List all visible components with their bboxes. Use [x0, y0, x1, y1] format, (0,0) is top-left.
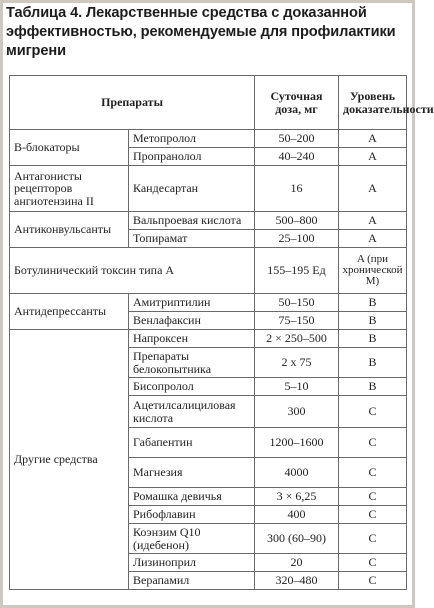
- group-cell: Антиконвульсанты: [10, 212, 129, 248]
- level-cell: A: [339, 212, 407, 230]
- dose-cell: 300: [255, 396, 339, 428]
- dose-cell: 75–150: [255, 312, 339, 330]
- dose-cell: 5–10: [255, 378, 339, 396]
- drug-table: [9, 75, 434, 590]
- dose-cell: 4000: [255, 458, 339, 488]
- drug-cell: Лизиноприл: [129, 554, 255, 572]
- dose-cell: 2 × 250–500: [255, 330, 339, 348]
- dose-cell: 320–480: [255, 572, 339, 590]
- level-cell: B: [339, 330, 407, 348]
- table-row: [10, 166, 407, 212]
- drug-cell: Топирамат: [129, 230, 255, 248]
- level-cell: B: [339, 378, 407, 396]
- level-cell: C: [339, 396, 407, 428]
- level-cell: A (при хронической М): [339, 248, 407, 294]
- drug-cell: Ботулинический токсин типа А: [10, 248, 255, 294]
- drug-cell: Рибофлавин: [129, 506, 255, 524]
- level-cell: B: [339, 348, 407, 378]
- level-cell: C: [339, 506, 407, 524]
- dose-cell: 3 × 6,25: [255, 488, 339, 506]
- group-cell: Другие средства: [10, 330, 129, 590]
- drug-cell: Вальпроевая кислота: [129, 212, 255, 230]
- level-cell: A: [339, 148, 407, 166]
- drug-cell: Коэнзим Q10 (идебенон): [129, 524, 255, 554]
- level-cell: A: [339, 130, 407, 148]
- drug-cell: Амитриптилин: [129, 294, 255, 312]
- level-cell: C: [339, 428, 407, 458]
- group-cell: Антагонисты рецепторов ангиотензина II: [10, 166, 129, 212]
- dose-cell: 16: [255, 166, 339, 212]
- dose-cell: 50–200: [255, 130, 339, 148]
- drug-cell: Ромашка девичья: [129, 488, 255, 506]
- table-title: Таблица 4. Лекарственные средства с доказанной эффективностью, рекомендуемые для профилактики мигрени: [6, 5, 396, 59]
- header-drugs: Препараты: [10, 76, 255, 130]
- dose-cell: 50–150: [255, 294, 339, 312]
- dose-cell: 300 (60–90): [255, 524, 339, 554]
- dose-cell: 155–195 Ед: [255, 248, 339, 294]
- dose-cell: 2 х 75: [255, 348, 339, 378]
- header-dose: Суточная доза, мг: [255, 76, 339, 130]
- group-cell: Антидепрессанты: [10, 294, 129, 330]
- dose-cell: 1200–1600: [255, 428, 339, 458]
- dose-cell: 25–100: [255, 230, 339, 248]
- drug-cell: Магнезия: [129, 458, 255, 488]
- drug-cell: Бисопролол: [129, 378, 255, 396]
- drug-cell: Напроксен: [129, 330, 255, 348]
- dose-cell: 500–800: [255, 212, 339, 230]
- drug-cell: Венлафаксин: [129, 312, 255, 330]
- header-level: Уровень доказательности: [339, 76, 407, 130]
- level-cell: A: [339, 166, 407, 212]
- drug-cell: Верапамил: [129, 572, 255, 590]
- level-cell: C: [339, 488, 407, 506]
- table-row: [10, 130, 407, 148]
- group-cell: В-блокаторы: [10, 130, 129, 166]
- level-cell: C: [339, 458, 407, 488]
- drug-cell: Препараты белокопытника: [129, 348, 255, 378]
- table-row: [10, 330, 407, 348]
- level-cell: B: [339, 294, 407, 312]
- drug-cell: Кандесартан: [129, 166, 255, 212]
- level-cell: C: [339, 554, 407, 572]
- header-row: [10, 76, 407, 130]
- level-cell: C: [339, 524, 407, 554]
- drug-cell: Пропранолол: [129, 148, 255, 166]
- level-cell: C: [339, 572, 407, 590]
- table-row: [10, 248, 407, 294]
- drug-cell: Ацетилсалициловая кислота: [129, 396, 255, 428]
- level-cell: A: [339, 230, 407, 248]
- dose-cell: 400: [255, 506, 339, 524]
- table-row: [10, 212, 407, 230]
- dose-cell: 40–240: [255, 148, 339, 166]
- dose-cell: 20: [255, 554, 339, 572]
- drug-cell: Габапентин: [129, 428, 255, 458]
- drug-cell: Метопролол: [129, 130, 255, 148]
- level-cell: B: [339, 312, 407, 330]
- table-row: [10, 294, 407, 312]
